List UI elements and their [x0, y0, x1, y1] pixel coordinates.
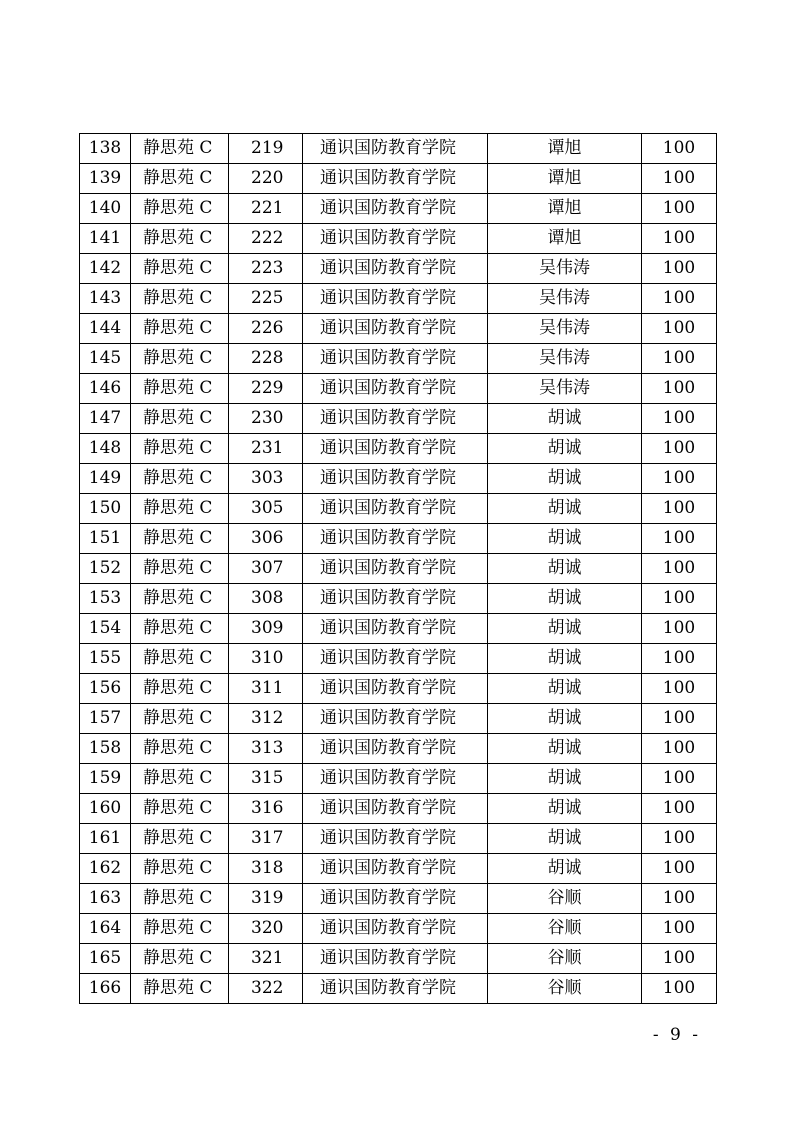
inspector-name-cell: 胡诚 [488, 824, 642, 854]
table-row [80, 794, 717, 824]
college-cell: 通识国防教育学院 [303, 914, 488, 944]
table-row [80, 644, 717, 674]
building-cell: 静思苑 C [131, 344, 229, 374]
table-row [80, 344, 717, 374]
score-cell: 100 [642, 794, 717, 824]
college-cell: 通识国防教育学院 [303, 404, 488, 434]
college-cell: 通识国防教育学院 [303, 524, 488, 554]
row-index-cell: 164 [80, 914, 131, 944]
room-number-cell: 320 [229, 914, 303, 944]
score-cell: 100 [642, 494, 717, 524]
score-cell: 100 [642, 524, 717, 554]
table-row [80, 374, 717, 404]
building-cell: 静思苑 C [131, 674, 229, 704]
table-row [80, 584, 717, 614]
inspector-name-cell: 吴伟涛 [488, 344, 642, 374]
inspector-name-cell: 谷顺 [488, 944, 642, 974]
table-row [80, 404, 717, 434]
inspector-name-cell: 胡诚 [488, 614, 642, 644]
college-cell: 通识国防教育学院 [303, 854, 488, 884]
inspector-name-cell: 胡诚 [488, 404, 642, 434]
inspector-name-cell: 胡诚 [488, 584, 642, 614]
college-cell: 通识国防教育学院 [303, 374, 488, 404]
row-index-cell: 145 [80, 344, 131, 374]
score-cell: 100 [642, 344, 717, 374]
room-number-cell: 223 [229, 254, 303, 284]
table-row [80, 464, 717, 494]
score-cell: 100 [642, 374, 717, 404]
table-row [80, 614, 717, 644]
building-cell: 静思苑 C [131, 824, 229, 854]
building-cell: 静思苑 C [131, 764, 229, 794]
building-cell: 静思苑 C [131, 554, 229, 584]
college-cell: 通识国防教育学院 [303, 584, 488, 614]
score-cell: 100 [642, 734, 717, 764]
table-body [80, 134, 717, 1004]
college-cell: 通识国防教育学院 [303, 134, 488, 164]
row-index-cell: 157 [80, 704, 131, 734]
score-cell: 100 [642, 884, 717, 914]
row-index-cell: 144 [80, 314, 131, 344]
room-number-cell: 222 [229, 224, 303, 254]
room-number-cell: 219 [229, 134, 303, 164]
row-index-cell: 154 [80, 614, 131, 644]
building-cell: 静思苑 C [131, 734, 229, 764]
inspector-name-cell: 吴伟涛 [488, 374, 642, 404]
table-row [80, 134, 717, 164]
college-cell: 通识国防教育学院 [303, 884, 488, 914]
room-number-cell: 229 [229, 374, 303, 404]
building-cell: 静思苑 C [131, 134, 229, 164]
college-cell: 通识国防教育学院 [303, 464, 488, 494]
table-row [80, 314, 717, 344]
college-cell: 通识国防教育学院 [303, 794, 488, 824]
row-index-cell: 151 [80, 524, 131, 554]
inspector-name-cell: 胡诚 [488, 704, 642, 734]
building-cell: 静思苑 C [131, 284, 229, 314]
table-row [80, 224, 717, 254]
college-cell: 通识国防教育学院 [303, 674, 488, 704]
score-cell: 100 [642, 164, 717, 194]
table-row [80, 674, 717, 704]
score-cell: 100 [642, 914, 717, 944]
room-number-cell: 230 [229, 404, 303, 434]
building-cell: 静思苑 C [131, 944, 229, 974]
row-index-cell: 138 [80, 134, 131, 164]
row-index-cell: 156 [80, 674, 131, 704]
room-number-cell: 309 [229, 614, 303, 644]
building-cell: 静思苑 C [131, 374, 229, 404]
inspector-name-cell: 谭旭 [488, 164, 642, 194]
score-cell: 100 [642, 314, 717, 344]
inspector-name-cell: 谷顺 [488, 884, 642, 914]
building-cell: 静思苑 C [131, 974, 229, 1004]
row-index-cell: 153 [80, 584, 131, 614]
building-cell: 静思苑 C [131, 254, 229, 284]
row-index-cell: 143 [80, 284, 131, 314]
room-number-cell: 226 [229, 314, 303, 344]
score-cell: 100 [642, 764, 717, 794]
inspector-name-cell: 胡诚 [488, 644, 642, 674]
building-cell: 静思苑 C [131, 404, 229, 434]
college-cell: 通识国防教育学院 [303, 554, 488, 584]
building-cell: 静思苑 C [131, 194, 229, 224]
room-number-cell: 303 [229, 464, 303, 494]
table-row [80, 254, 717, 284]
score-cell: 100 [642, 134, 717, 164]
college-cell: 通识国防教育学院 [303, 254, 488, 284]
inspector-name-cell: 吴伟涛 [488, 314, 642, 344]
college-cell: 通识国防教育学院 [303, 494, 488, 524]
building-cell: 静思苑 C [131, 464, 229, 494]
room-number-cell: 312 [229, 704, 303, 734]
inspector-name-cell: 胡诚 [488, 434, 642, 464]
room-number-cell: 231 [229, 434, 303, 464]
table-row [80, 884, 717, 914]
score-cell: 100 [642, 854, 717, 884]
row-index-cell: 161 [80, 824, 131, 854]
inspector-name-cell: 胡诚 [488, 854, 642, 884]
college-cell: 通识国防教育学院 [303, 824, 488, 854]
room-number-cell: 311 [229, 674, 303, 704]
score-cell: 100 [642, 464, 717, 494]
score-cell: 100 [642, 254, 717, 284]
college-cell: 通识国防教育学院 [303, 644, 488, 674]
table-row [80, 434, 717, 464]
room-number-cell: 316 [229, 794, 303, 824]
table-row [80, 194, 717, 224]
room-number-cell: 319 [229, 884, 303, 914]
inspector-name-cell: 谭旭 [488, 194, 642, 224]
score-cell: 100 [642, 554, 717, 584]
table-row [80, 164, 717, 194]
table-row [80, 734, 717, 764]
inspector-name-cell: 胡诚 [488, 464, 642, 494]
room-number-cell: 317 [229, 824, 303, 854]
inspector-name-cell: 谭旭 [488, 134, 642, 164]
table-row [80, 824, 717, 854]
row-index-cell: 163 [80, 884, 131, 914]
college-cell: 通识国防教育学院 [303, 224, 488, 254]
building-cell: 静思苑 C [131, 494, 229, 524]
room-number-cell: 228 [229, 344, 303, 374]
building-cell: 静思苑 C [131, 584, 229, 614]
table-row [80, 974, 717, 1004]
row-index-cell: 166 [80, 974, 131, 1004]
building-cell: 静思苑 C [131, 524, 229, 554]
table-row [80, 284, 717, 314]
college-cell: 通识国防教育学院 [303, 764, 488, 794]
college-cell: 通识国防教育学院 [303, 314, 488, 344]
room-number-cell: 318 [229, 854, 303, 884]
room-number-cell: 305 [229, 494, 303, 524]
row-index-cell: 141 [80, 224, 131, 254]
table-row [80, 554, 717, 584]
score-cell: 100 [642, 284, 717, 314]
row-index-cell: 147 [80, 404, 131, 434]
room-number-cell: 308 [229, 584, 303, 614]
row-index-cell: 140 [80, 194, 131, 224]
row-index-cell: 152 [80, 554, 131, 584]
inspector-name-cell: 胡诚 [488, 674, 642, 704]
room-number-cell: 221 [229, 194, 303, 224]
inspector-name-cell: 胡诚 [488, 524, 642, 554]
room-number-cell: 225 [229, 284, 303, 314]
inspector-name-cell: 胡诚 [488, 554, 642, 584]
table-row [80, 914, 717, 944]
table-row [80, 854, 717, 884]
college-cell: 通识国防教育学院 [303, 164, 488, 194]
building-cell: 静思苑 C [131, 614, 229, 644]
college-cell: 通识国防教育学院 [303, 974, 488, 1004]
building-cell: 静思苑 C [131, 794, 229, 824]
score-cell: 100 [642, 704, 717, 734]
row-index-cell: 159 [80, 764, 131, 794]
room-number-cell: 307 [229, 554, 303, 584]
college-cell: 通识国防教育学院 [303, 284, 488, 314]
room-number-cell: 220 [229, 164, 303, 194]
room-number-cell: 322 [229, 974, 303, 1004]
dormitory-score-table [79, 133, 717, 1004]
room-number-cell: 306 [229, 524, 303, 554]
score-cell: 100 [642, 404, 717, 434]
room-number-cell: 321 [229, 944, 303, 974]
inspector-name-cell: 谷顺 [488, 914, 642, 944]
row-index-cell: 142 [80, 254, 131, 284]
score-cell: 100 [642, 944, 717, 974]
score-cell: 100 [642, 224, 717, 254]
building-cell: 静思苑 C [131, 854, 229, 884]
inspector-name-cell: 吴伟涛 [488, 254, 642, 284]
inspector-name-cell: 吴伟涛 [488, 284, 642, 314]
table-row [80, 764, 717, 794]
score-cell: 100 [642, 824, 717, 854]
score-cell: 100 [642, 644, 717, 674]
room-number-cell: 310 [229, 644, 303, 674]
building-cell: 静思苑 C [131, 884, 229, 914]
row-index-cell: 146 [80, 374, 131, 404]
page-number: - 9 - [652, 1025, 701, 1045]
building-cell: 静思苑 C [131, 704, 229, 734]
table-row [80, 944, 717, 974]
inspector-name-cell: 胡诚 [488, 794, 642, 824]
score-cell: 100 [642, 974, 717, 1004]
college-cell: 通识国防教育学院 [303, 614, 488, 644]
building-cell: 静思苑 C [131, 224, 229, 254]
score-cell: 100 [642, 614, 717, 644]
row-index-cell: 165 [80, 944, 131, 974]
building-cell: 静思苑 C [131, 914, 229, 944]
row-index-cell: 148 [80, 434, 131, 464]
score-cell: 100 [642, 434, 717, 464]
building-cell: 静思苑 C [131, 644, 229, 674]
table-row [80, 704, 717, 734]
college-cell: 通识国防教育学院 [303, 194, 488, 224]
score-cell: 100 [642, 194, 717, 224]
college-cell: 通识国防教育学院 [303, 704, 488, 734]
inspector-name-cell: 谷顺 [488, 974, 642, 1004]
row-index-cell: 160 [80, 794, 131, 824]
college-cell: 通识国防教育学院 [303, 944, 488, 974]
building-cell: 静思苑 C [131, 164, 229, 194]
room-number-cell: 315 [229, 764, 303, 794]
building-cell: 静思苑 C [131, 314, 229, 344]
college-cell: 通识国防教育学院 [303, 734, 488, 764]
inspector-name-cell: 胡诚 [488, 494, 642, 524]
score-cell: 100 [642, 674, 717, 704]
table-row [80, 524, 717, 554]
row-index-cell: 139 [80, 164, 131, 194]
row-index-cell: 162 [80, 854, 131, 884]
building-cell: 静思苑 C [131, 434, 229, 464]
row-index-cell: 155 [80, 644, 131, 674]
row-index-cell: 149 [80, 464, 131, 494]
college-cell: 通识国防教育学院 [303, 344, 488, 374]
table-row [80, 494, 717, 524]
score-cell: 100 [642, 584, 717, 614]
college-cell: 通识国防教育学院 [303, 434, 488, 464]
inspector-name-cell: 谭旭 [488, 224, 642, 254]
inspector-name-cell: 胡诚 [488, 764, 642, 794]
inspector-name-cell: 胡诚 [488, 734, 642, 764]
row-index-cell: 150 [80, 494, 131, 524]
room-number-cell: 313 [229, 734, 303, 764]
row-index-cell: 158 [80, 734, 131, 764]
